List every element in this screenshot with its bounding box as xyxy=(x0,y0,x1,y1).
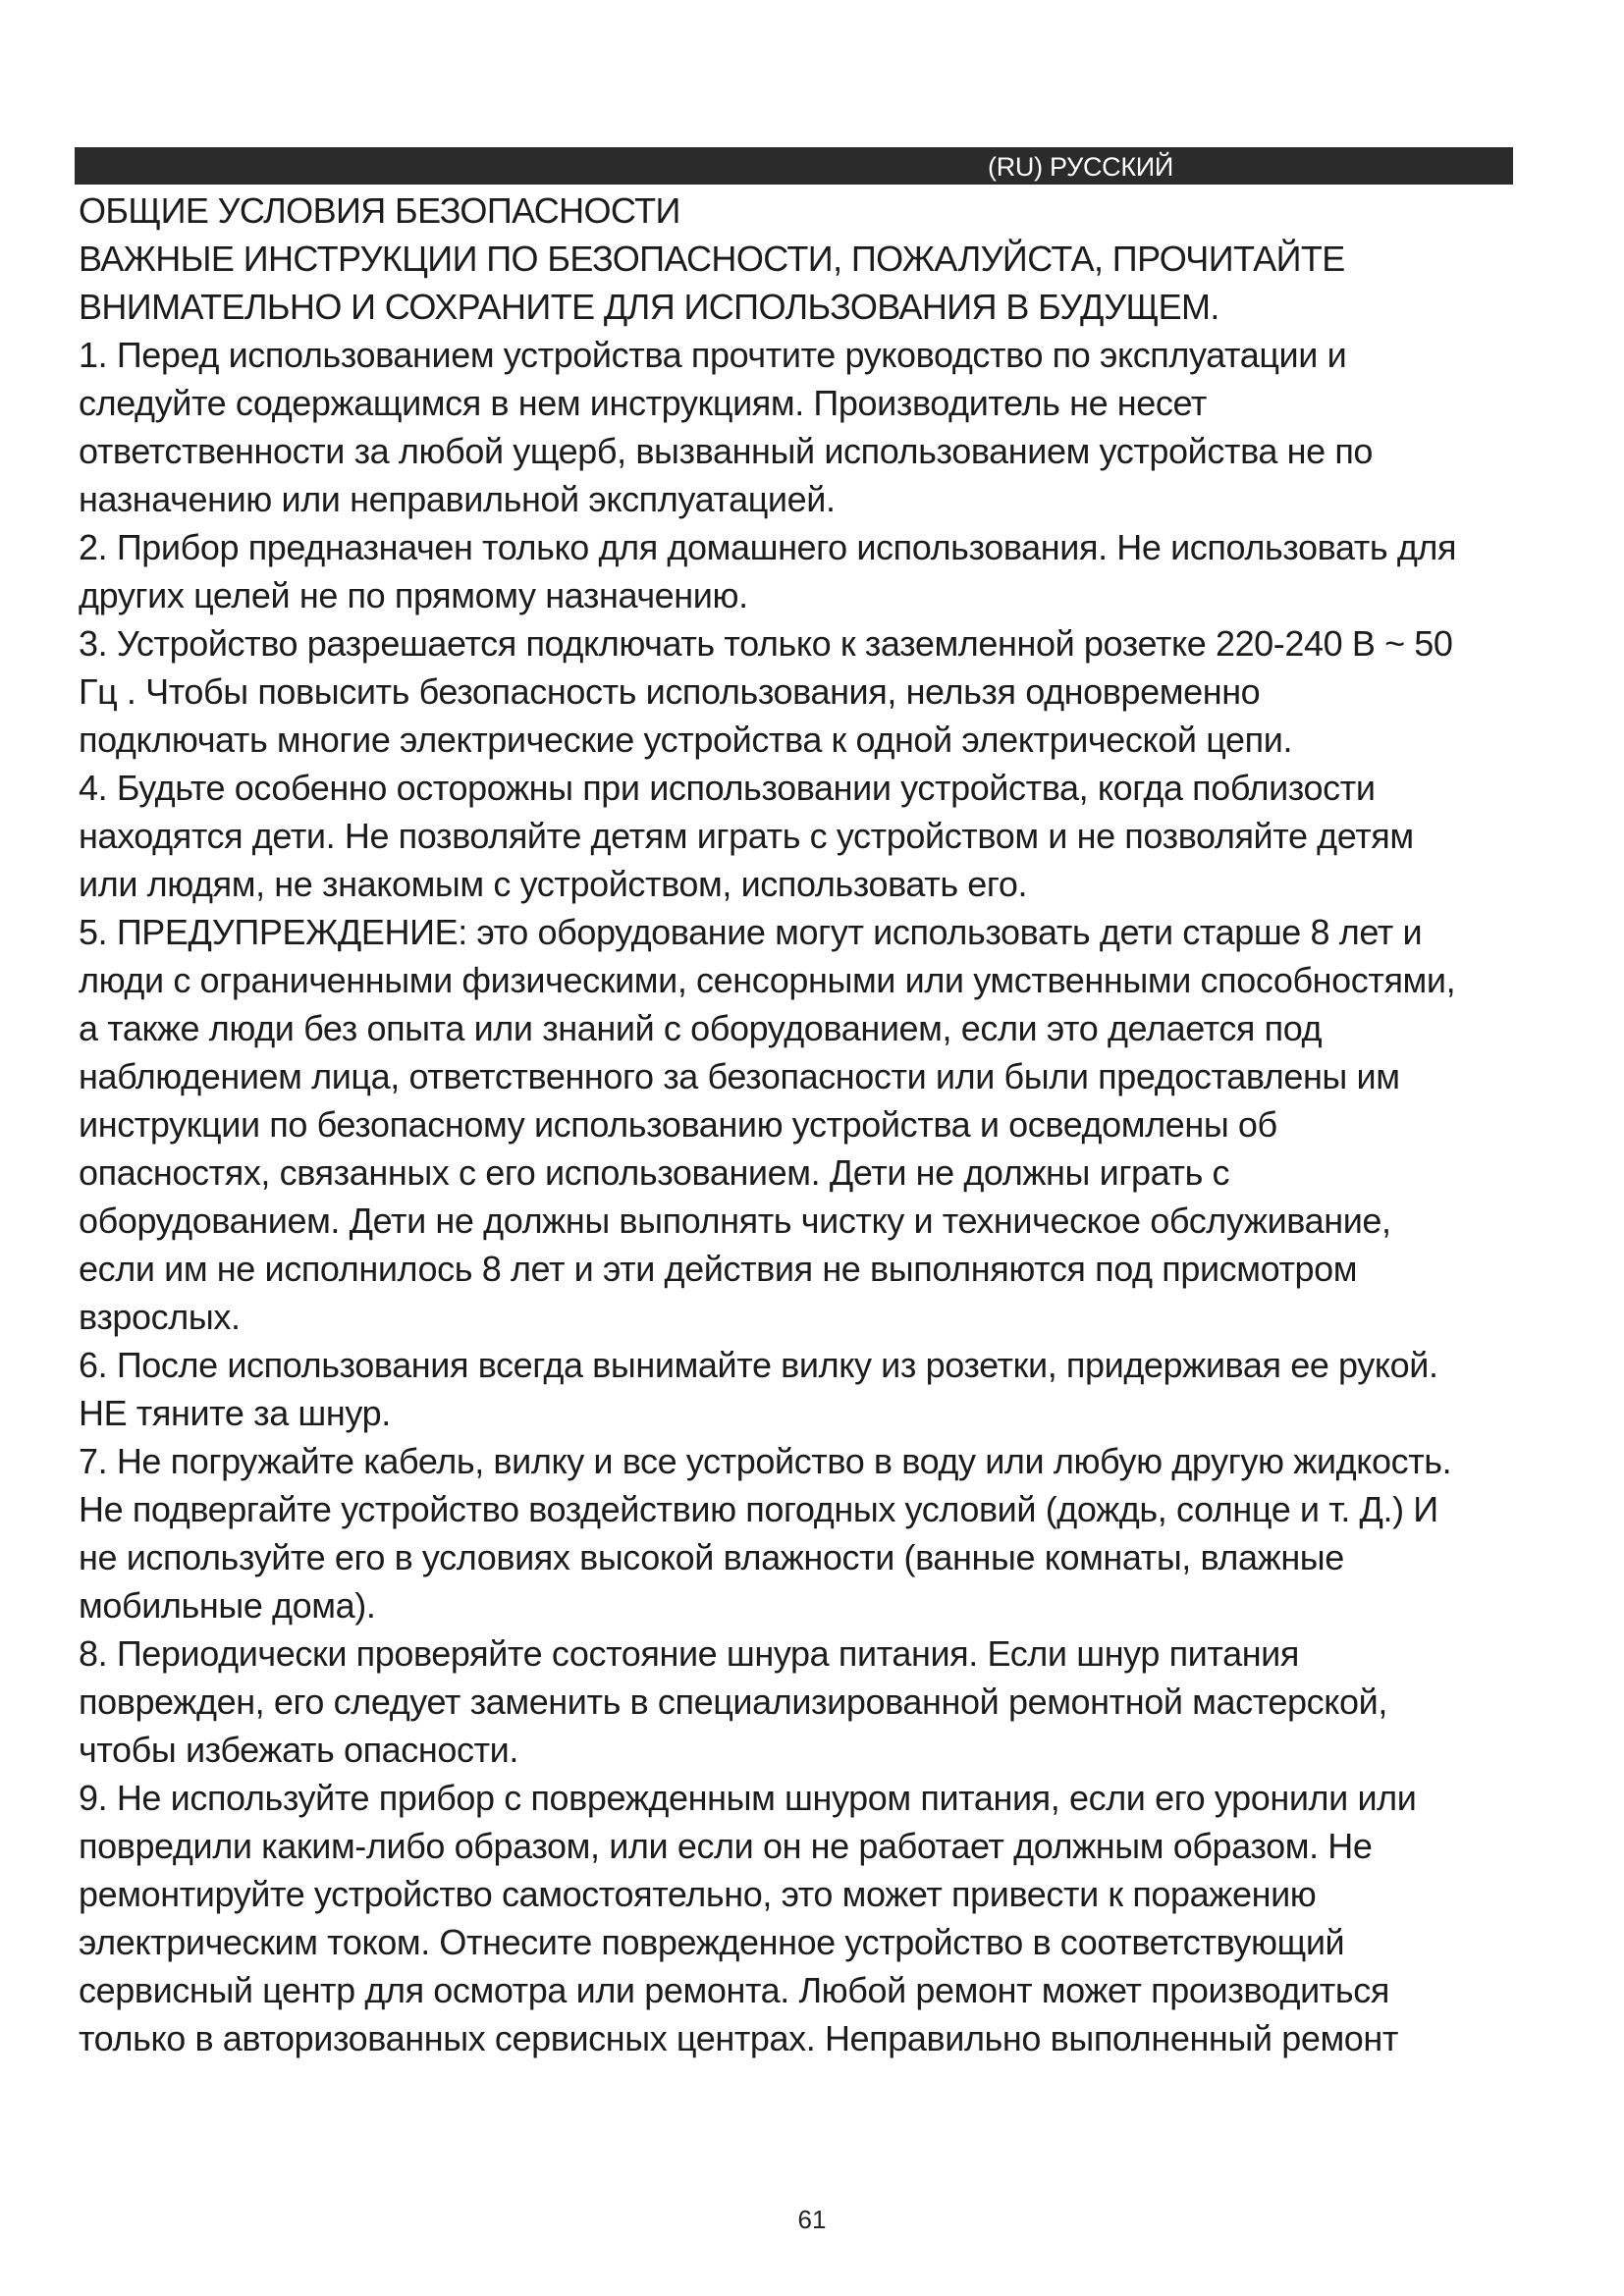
instruction-item-7: 7. Не погружайте кабель, вилку и все устройство в воду или любую другую жидкость. Не подвергайте устройство воздействию погодных условий (дождь, солнце и т. Д.) И не используйте его в условиях высокой влажности (ванные комнаты, влажные мобильные дома). xyxy=(79,1441,1452,1626)
document-body xyxy=(79,187,1551,2062)
language-header-bar xyxy=(75,147,1513,185)
instruction-item-3: 3. Устройство разрешается подключать только к заземленной розетке 220-240 В ~ 50 Гц . Чтобы повысить безопасность использования, нельзя одновременно подключать многие электрические устройства к одной электрической цепи. xyxy=(79,623,1453,760)
instruction-item-9: 9. Не используйте прибор с поврежденным шнуром питания, если его уронили или повредили каким-либо образом, или если он не работает должным образом. Не ремонтируйте устройство самостоятельно, это может привести к поражению электрическим током. Отнесите поврежденное устройство в соответствующий сервисный центр для осмотра или ремонта. Любой ремонт может производиться только в авторизованных сервисных центрах. Неправильно выполненный ремонт xyxy=(79,1778,1417,2058)
page-number: 61 xyxy=(797,2205,827,2234)
section-title: ОБЩИЕ УСЛОВИЯ БЕЗОПАСНОСТИ xyxy=(79,190,680,231)
instruction-item-4: 4. Будьте особенно осторожны при использовании устройства, когда поблизости находятся дети. Не позволяйте детям играть с устройством и не позволяйте детям или людям, не знакомым с устройством, использовать его. xyxy=(79,768,1414,904)
section-subtitle: ВАЖНЫЕ ИНСТРУКЦИИ ПО БЕЗОПАСНОСТИ, ПОЖАЛУЙСТА, ПРОЧИТАЙТЕ ВНИМАТЕЛЬНО И СОХРАНИТЕ ДЛЯ ИСПОЛЬЗОВАНИЯ В БУДУЩЕМ. xyxy=(79,239,1345,327)
instruction-item-6: 6. После использования всегда вынимайте вилку из розетки, придерживая ее рукой. НЕ тяните за шнур. xyxy=(79,1345,1438,1433)
instruction-item-5: 5. ПРЕДУПРЕЖДЕНИЕ: это оборудование могут использовать дети старше 8 лет и люди с ограниченными физическими, сенсорными или умственными способностями, а также люди без опыта или знаний с оборудованием, если это делается под наблюдением лица, ответственного за безопасности или были предоставлены им инструкции по безопасному использованию устройства и осведомлены об опасностях, связанных с его использованием. Дети не должны играть с оборудованием. Дети не должны выполнять чистку и техническое обслуживание, если им не исполнилось 8 лет и эти действия не выполняются под присмотром взрослых. xyxy=(79,912,1456,1337)
instruction-item-2: 2. Прибор предназначен только для домашнего использования. Не использовать для других целей не по прямому назначению. xyxy=(79,527,1457,615)
language-label: (RU) РУССКИЙ xyxy=(988,152,1173,182)
instruction-item-8: 8. Периодически проверяйте состояние шнура питания. Если шнур питания поврежден, его следует заменить в специализированной ремонтной мастерской, чтобы избежать опасности. xyxy=(79,1633,1387,1770)
instruction-item-1: 1. Перед использованием устройства прочтите руководство по эксплуатации и следуйте содержащимся в нем инструкциям. Производитель не несет ответственности за любой ущерб, вызванный использованием устройства не по назначению или неправильной эксплуатацией. xyxy=(79,335,1374,519)
